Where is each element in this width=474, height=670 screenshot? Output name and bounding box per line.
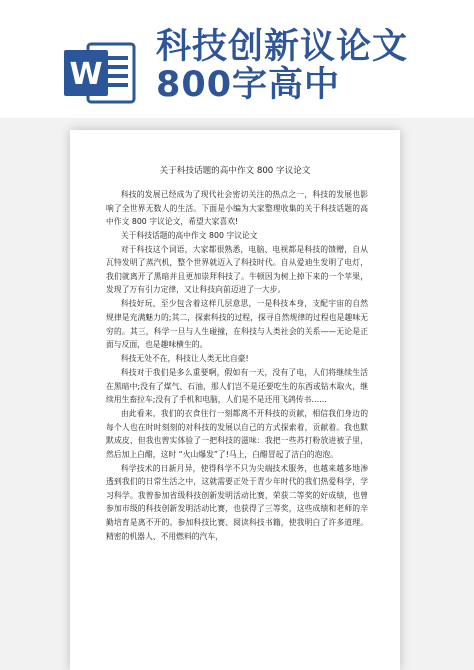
paragraph: 对于科技这个词语，大家都很熟悉，电脑、电视都是科技的馈赠，自从瓦特发明了蒸汽机，整个世界就迈入了科技时代。自从爱迪生发明了电灯，我们就离开了黑暗并且更加崇拜科技了。牛顿因为树上掉下来的一个苹果，发现了万有引力定律，又让科技向前迈进了一大步。 [106, 244, 368, 295]
header-banner [0, 0, 474, 118]
page-title: 科技创新议论文800字高中 [156, 27, 409, 105]
document-title: 关于科技话题的高中作文 800 字议论文 [159, 166, 311, 176]
document-body [106, 188, 368, 543]
paragraph: 科技对于我们是多么重要啊，假如有一天，没有了电，人们将继续生活在黑暗中;没有了煤气、石油，那人们岂不是还要吃生的东西或钻木取火，继续用生畜拉车;没有了手机和电脑，人们是不是还用飞鸽传书…… [106, 367, 368, 405]
paragraph: 科技好玩，至少包含着这样几层意思，一是科技本身，支配宇宙的自然规律是充满魅力的;其二，探索科技的过程，探寻自然规律的过程也是趣味无穷的。其三，科学一旦与人生碰撞，在科技与人类社会的关系——无论是正面与反面，也是趣味横生的。 [106, 299, 368, 350]
document-page [70, 130, 400, 670]
logo-letter: W [69, 57, 103, 92]
paragraph: 由此看来，我们的衣食住行一刻都离不开科技的贡献，相信我们身边的每个人也在时时刻刻的对科技的发展以自己的方式探索着，贡献着。我也默默成皮，但我也曾实体验了一把科技的滋味：我把一些苏打粉放进被子里，然后加上白醋，这时 “火山爆发”了!马上，白醋冒起了洁白的泡泡。 [106, 408, 368, 459]
paragraph: 科技的发展已经成为了现代社会密切关注的热点之一，科技的发展也影响了全世界无数人的生活。下面是小编为大家整理收集的关于科技话题的高中作文 800 字议论文，希望大家喜欢! [106, 190, 368, 227]
paragraph: 关于科技话题的高中作文 800 字议论文 [120, 230, 258, 240]
paragraph: 科学技术的日新月异，使得科学不只为尖端技术服务，也越来越多地渗透到我们的日常生活之中，这就需要正处于青少年时代的我们热爱科学，学习科学。我曾参加省级科技创新发明活动比赛，荣获二等奖的好成绩，也曾参加市级的科技创新发明活动比赛，也获得了三等奖，这些成绩和老师的辛勤培育是离不开的。参加科技比赛、阅读科技书籍，使我明白了许多道理。精密的机器人、不用燃料的汽车， [106, 463, 368, 541]
word-document-icon [62, 40, 138, 106]
paragraph: 科技无处不在，科技让人类无比自豪! [120, 354, 249, 364]
